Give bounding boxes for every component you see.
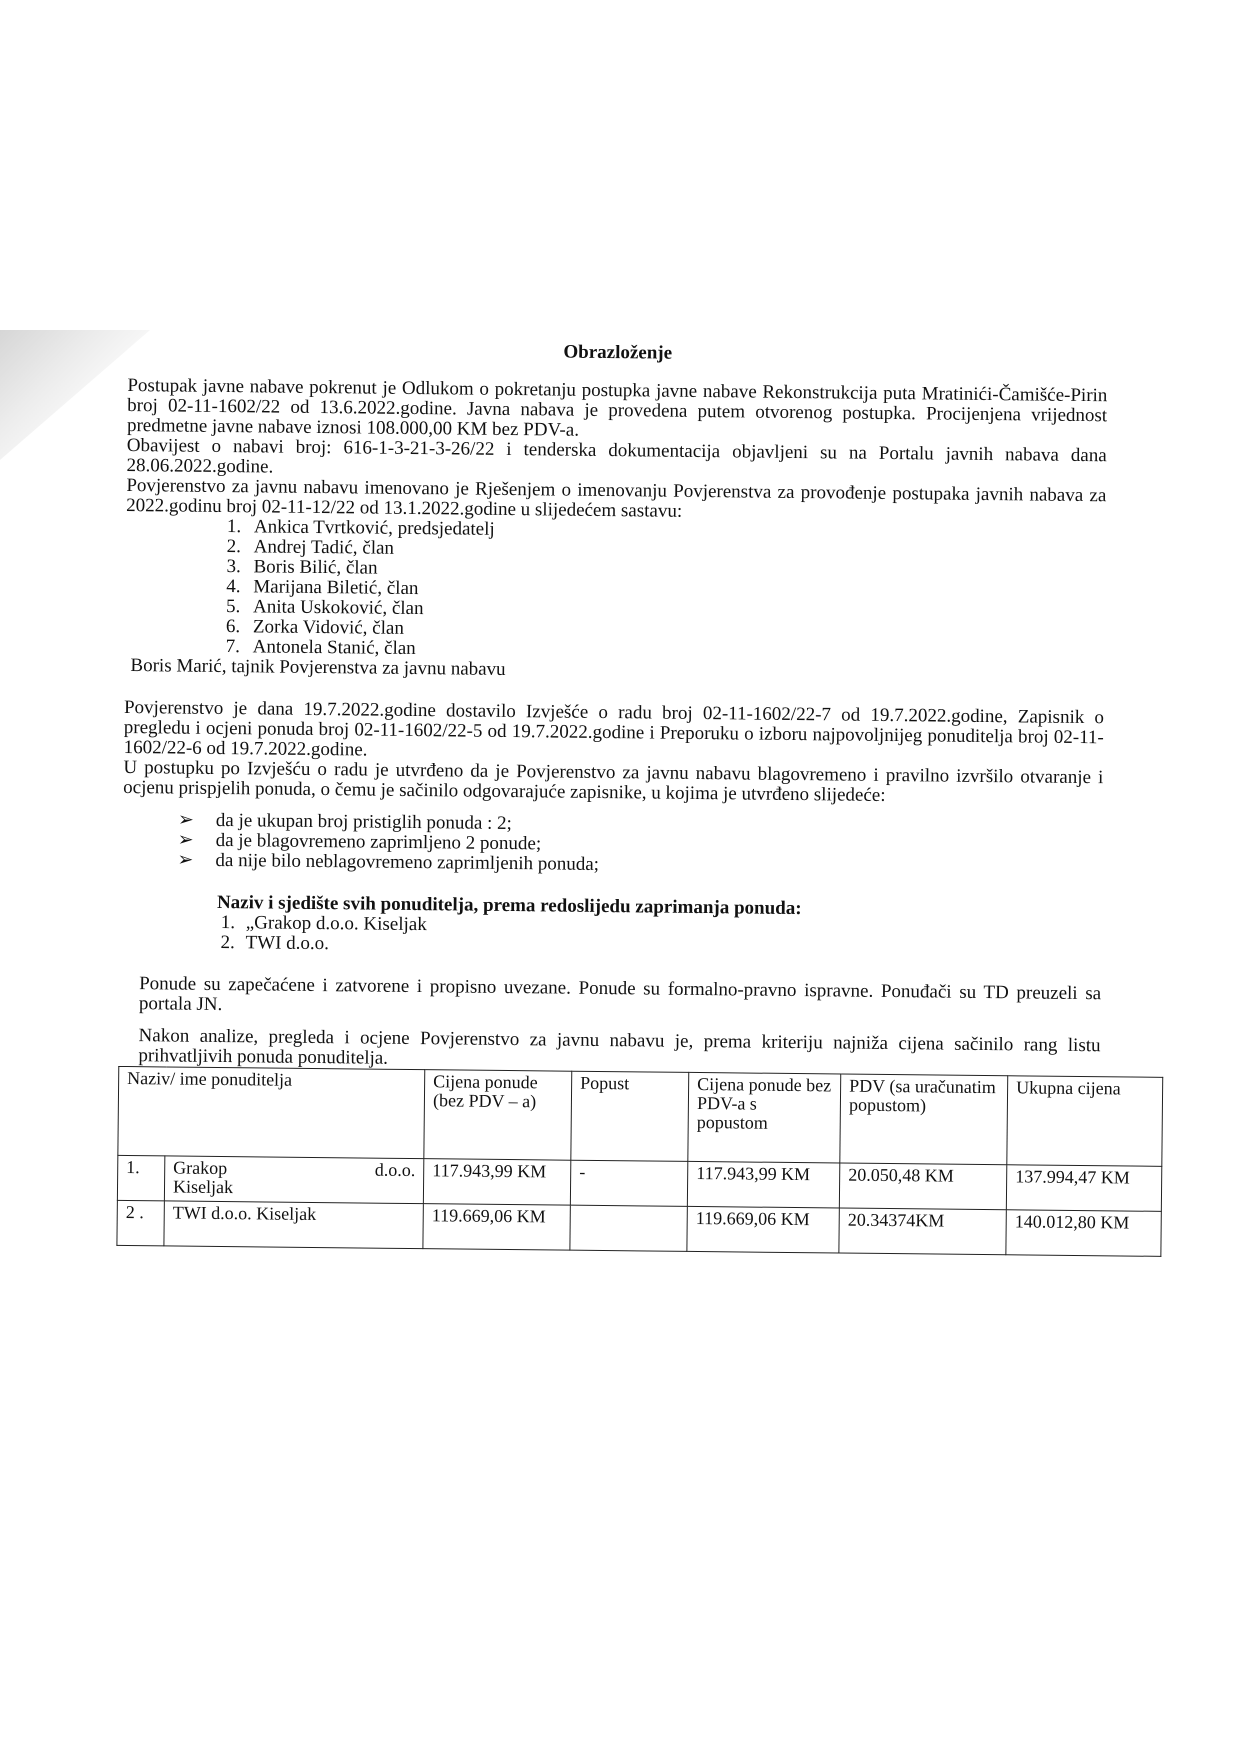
findings-list: [122, 810, 1103, 880]
table-row: [117, 1200, 1161, 1256]
paragraph-ranking-intro: Nakon analize, pregleda i ocjene Povjerenstvo za javnu nabavu je, prema kriteriju najniža cijena sačinilo rang listu prihvatljivih ponuda ponuditelja.: [138, 1025, 1101, 1069]
discount-cell: [570, 1205, 687, 1251]
total-cell: 137.994,47 KM: [1006, 1165, 1161, 1212]
paragraph-offers-status: Ponude su zapečaćene i zatvorene i propisno uvezane. Ponude su formalno-pravno ispravne. Ponuđači su TD preuzeli sa portala JN.: [138, 973, 1102, 1016]
bidder-name-cell: TWI d.o.o. Kiseljak: [164, 1201, 424, 1249]
list-item: 1. Ankica Tvrtković, predsjedatelj: [246, 517, 1106, 546]
price-cell: 119.669,06 KM: [423, 1204, 570, 1251]
paragraph-report: Povjerenstvo je dana 19.7.2022.godine dostavilo Izvješće o radu broj 02-11-1602/22-7 od 19.7.2022.godine, Zapisnik o pregledu i ocjeni ponuda broj 02-11-1602/22-5 od 19.7.2022.godine i Preporuku o izboru najpovoljnijeg ponuditelja broj 02-11-1602/22-6 od 19.7.2022.godine.: [123, 696, 1105, 761]
document-title: Obrazloženje: [563, 341, 673, 364]
paragraph-findings-intro: U postupku po Izvješću o radu je utvrđeno da je Povjerenstvo za javnu nabavu blagovremeno i pravilno izvršilo otvaranje i ocjenu prispjelih ponuda, o čemu je sačinilo odgovarajuće zapisnike, u kojima je utvrđeno slijedeće:: [123, 756, 1104, 806]
header-vat: PDV (sa uračunatim popustom): [840, 1074, 1008, 1165]
vat-cell: 20.34374KM: [839, 1208, 1006, 1255]
committee-members-list: [125, 516, 1106, 666]
table-header-row: [118, 1066, 1163, 1166]
list-item: 4. Marijana Biletić, član: [245, 577, 1105, 606]
list-item: 2. Andrej Tadić, član: [246, 537, 1106, 566]
paragraph-procedure: Postupak javne nabave pokrenut je Odlukom o pokretanju postupka javne nabave Rekonstrukcija puta Mratinići-Čamišće-Pirin broj 02-11-1602/22 od 13.6.2022.godine. Javna nabava je provedena putem otvorenog postupka. Procijenjena vrijednost predmetne javne nabave iznosi 108.000,00 KM bez PDV-a.: [126, 374, 1108, 441]
row-number: 1.: [117, 1155, 164, 1200]
bidder-name-cell: Grakop d.o.o. Kiseljak: [164, 1156, 424, 1204]
paragraph-notice: Obavijest o nabavi broj: 616-1-3-21-3-26/22 i tenderska dokumentacija objavljeni su na Portalu javnih nabava dana 28.06.2022.godine.: [126, 434, 1107, 478]
document-page: [118, 330, 1130, 1256]
header-total: Ukupna cijena: [1007, 1076, 1163, 1167]
price-discounted-cell: 119.669,06 KM: [687, 1206, 839, 1253]
list-item: ➢ da je ukupan broj pristiglih ponuda : 2;: [177, 809, 513, 835]
list-item: 6. Zorka Vidović, član: [245, 617, 1105, 646]
header-bidder-name: Naziv/ ime ponuditelja: [118, 1066, 425, 1158]
list-item: 7. Antonela Stanić, član: [245, 637, 1105, 666]
header-price-discounted: Cijena ponude bez PDV-a s popustom: [688, 1072, 841, 1163]
bidders-heading: Naziv i sjedište svih ponuditelja, prema redoslijedu zaprimanja ponuda:: [216, 891, 802, 920]
header-price: Cijena ponude (bez PDV – a): [424, 1070, 572, 1161]
arrow-bullet-icon: ➢: [177, 809, 194, 831]
list-item: ➢ da je blagovremeno zaprimljeno 2 ponude;: [177, 829, 542, 855]
vat-cell: 20.050,48 KM: [839, 1163, 1006, 1210]
list-item: 3. Boris Bilić, član: [245, 557, 1105, 586]
list-item: 1. „Grakop d.o.o. Kiseljak: [240, 913, 1102, 942]
committee-secretary: Boris Marić, tajnik Povjerenstva za javnu nabavu: [130, 655, 506, 680]
arrow-bullet-icon: ➢: [177, 849, 194, 871]
total-cell: 140.012,80 KM: [1006, 1210, 1161, 1257]
list-item: ➢ da nije bilo neblagovremeno zaprimljenih ponuda;: [177, 849, 600, 875]
price-cell: 117.943,99 KM: [423, 1159, 570, 1206]
list-item: 2. TWI d.o.o.: [239, 933, 1101, 962]
header-discount: Popust: [571, 1071, 689, 1161]
paragraph-committee: Povjerenstvo za javnu nabavu imenovano je Rješenjem o imenovanju Povjerenstva za provođenje postupaka javnih nabava za 2022.godinu broj 02-11-12/22 od 13.1.2022.godine u slijedećem sastavu:: [126, 474, 1107, 522]
discount-cell: -: [570, 1160, 687, 1206]
row-number: 2 .: [117, 1200, 164, 1245]
price-discounted-cell: 117.943,99 KM: [687, 1161, 839, 1208]
ranking-table: [116, 1066, 1163, 1257]
list-item: 5. Anita Uskoković, član: [245, 597, 1105, 626]
arrow-bullet-icon: ➢: [177, 829, 194, 851]
